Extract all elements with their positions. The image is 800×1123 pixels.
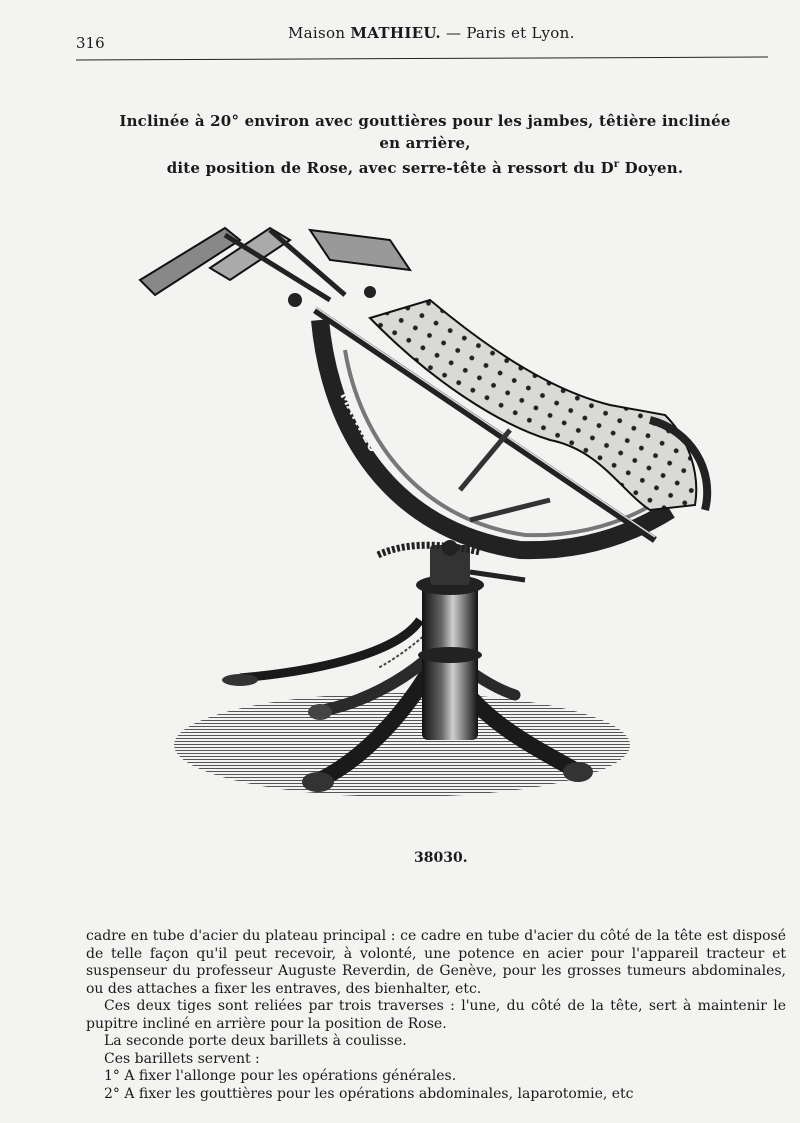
running-head-brand: MATHIEU. bbox=[350, 24, 441, 42]
pump-pedal bbox=[222, 674, 258, 686]
paw-foot bbox=[308, 704, 332, 720]
cross-brace bbox=[460, 430, 510, 490]
body-paragraph: La seconde porte deux barillets à coulisse. bbox=[104, 1033, 407, 1049]
body-paragraph: Ces deux tiges sont reliées par trois traverses : l'une, du côté de la tête, sert à maintenir le pupitre incliné en arrière pour la position de Rose. bbox=[86, 998, 786, 1032]
column-base-ring bbox=[418, 647, 482, 663]
engraved-maker-label: MATHIEU bbox=[336, 389, 381, 456]
clamp-knob bbox=[442, 540, 458, 556]
page-number: 316 bbox=[76, 34, 105, 52]
caption-line-2-text: dite position de Rose, avec serre-tête à ressort du D bbox=[166, 159, 614, 177]
clamp-knob bbox=[288, 293, 302, 307]
body-text bbox=[86, 928, 786, 1103]
engraving-svg bbox=[130, 200, 730, 810]
body-paragraph: 1° A fixer l'allonge pour les opérations générales. bbox=[104, 1068, 457, 1084]
clamp-knob bbox=[364, 286, 376, 298]
tilt-crank-handle bbox=[470, 572, 525, 580]
paw-foot bbox=[563, 762, 593, 782]
running-head bbox=[288, 24, 575, 42]
figure-number: 38030. bbox=[414, 850, 468, 866]
running-head-maison: Maison bbox=[288, 24, 351, 42]
body-paragraph: Ces barillets servent : bbox=[104, 1050, 260, 1067]
caption-superscript: r bbox=[613, 159, 620, 170]
perforated-seat-plate bbox=[370, 300, 696, 510]
body-paragraph: cadre en tube d'acier du plateau principal : ce cadre en tube d'acier du côté de la tête est disposé de telle façon qu'il peut recevoir, à volonté, une potence en acier pour l'appareil tracteur et suspenseur du professeur Auguste Reverdin, de Genève, pour les grosses tumeurs abdominales, ou des attaches a fixer les entraves, des bienhalter, etc. bbox=[86, 928, 786, 997]
running-head-location: — Paris et Lyon. bbox=[440, 24, 575, 42]
figure-caption bbox=[110, 110, 740, 179]
paw-foot bbox=[302, 772, 334, 792]
caption-line-2 bbox=[110, 154, 740, 179]
operating-table-illustration bbox=[130, 200, 730, 810]
head-rest-plate bbox=[310, 230, 410, 270]
body-paragraph: 2° A fixer les gouttières pour les opérations abdominales, laparotomie, etc bbox=[104, 1085, 634, 1102]
cross-brace bbox=[470, 500, 550, 520]
caption-line-1: Inclinée à 20° environ avec gouttières pour les jambes, têtière inclinée en arrière, bbox=[119, 112, 731, 152]
header-rule bbox=[76, 56, 768, 60]
caption-line-2-end: Doyen. bbox=[619, 159, 684, 177]
pump-pedal-lever bbox=[240, 620, 420, 678]
